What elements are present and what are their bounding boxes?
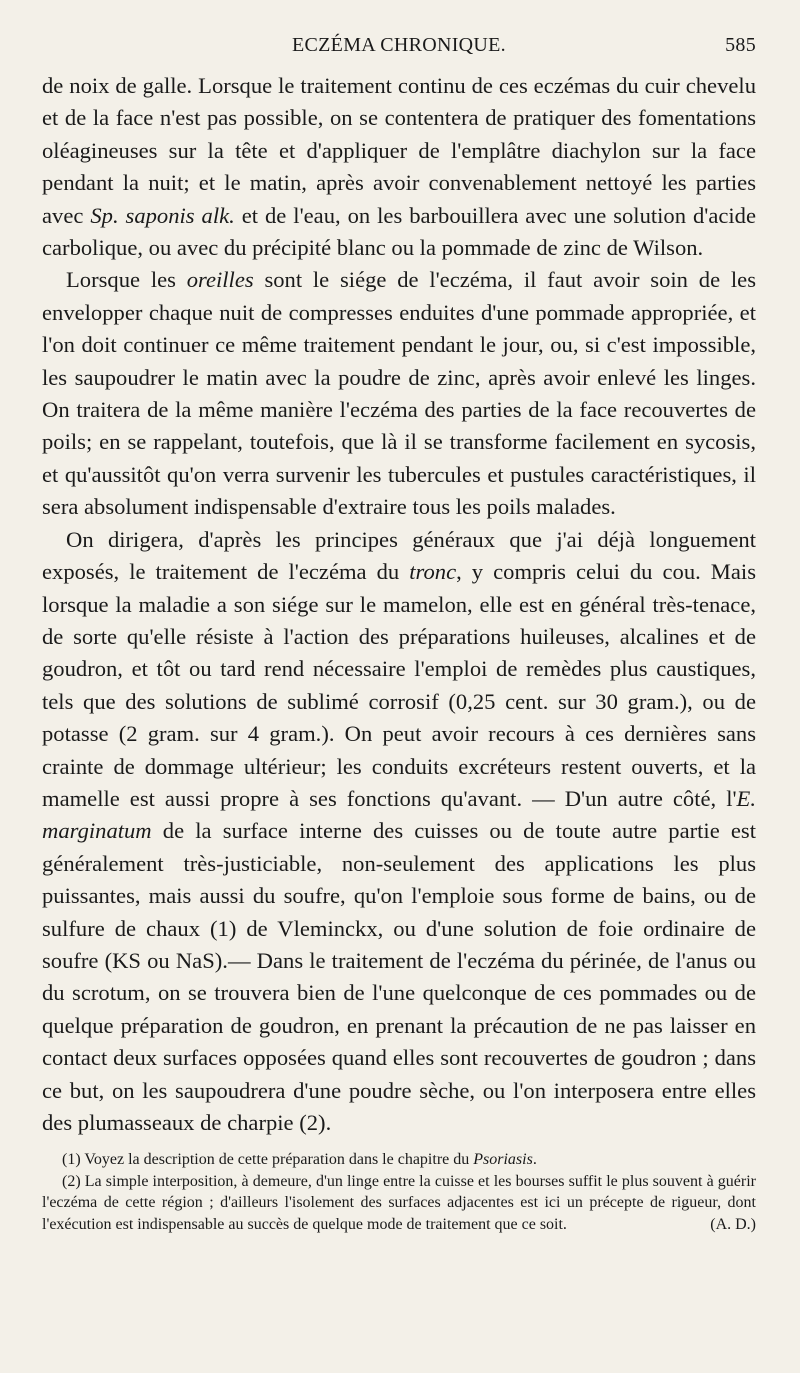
paragraph-trunk-text: On dirigera, d'après les principes généraux que j'ai déjà longuement exposés, le traitement de l'eczéma du <box>42 526 756 585</box>
paragraph-trunk <box>42 524 756 1140</box>
page-number: 585 <box>725 34 756 56</box>
running-title: ECZÉMA CHRONIQUE. <box>292 34 506 56</box>
body-text <box>42 70 756 1139</box>
tronc-term: tronc <box>409 559 457 585</box>
paragraph-scalp-face-text: de noix de galle. Lorsque le traitement continu de ces eczémas du cuir chevelu et de la face n'est pas possible, on se contentera de pratiquer des fomentations oléagineuses sur la tête et d'appliquer de l'emplâtre diachylon sur la face pendant la nuit; et le matin, après avoir convenablement nettoyé les parties avec <box>42 73 756 228</box>
paragraph-trunk-text-end: de la surface interne des cuisses ou de toute autre partie est généralement très-justiciable, non-seulement des applications les plus puissantes, mais aussi du soufre, qu'on l'emploie sous forme de bains, ou de sulfure de chaux (1) de Vleminckx, ou d'une solution de foie ordinaire de soufre (KS ou NaS).— Dans le traitement de l'eczéma du périnée, de l'anus ou du scrotum, on se trouvera bien de l'une quelconque de ces pommades ou de quelque préparation de goudron, en prenant la précaution de ne pas laisser en contact deux surfaces opposées quand elles sont recouvertes de goudron ; dans ce but, on les saupoudrera d'une poudre sèche, ou l'on interposera entre elles des plumasseaux de charpie (2). <box>42 818 756 1135</box>
paragraph-trunk-text-mid: , y compris celui du cou. Mais lorsque la maladie a son siége sur le mamelon, elle est en général très-tenace, de sorte qu'elle résiste à l'action des préparations huileuses, alcalines et de goudron, et tôt ou tard rend nécessaire l'emploi de remèdes plus caustiques, tels que des solutions de sublimé corrosif (0,25 cent. sur 30 gram.), ou de potasse (2 gram. sur 4 gram.). On peut avoir recours à ces dernières sans crainte de dommage ultérieur; les conduits excréteurs restent ouverts, et la mamelle est aussi propre à ses fonctions qu'avant. — D'un autre côté, l' <box>42 559 756 811</box>
footnote-1-end: . <box>532 1151 537 1169</box>
paragraph-ears-text-end: sont le siége de l'eczéma, il faut avoir soin de les envelopper chaque nuit de compresses enduites d'une pommade appropriée, et l'on doit continuer ce même traitement pendant le jour, ou, si c'est impossible, les saupoudrer le matin avec la poudre de zinc, après avoir enlevé les linges. On traitera de la même manière l'eczéma des parties de la face recouvertes de poils; en se rappelant, toutefois, que là il se transforme facilement en sycosis, et qu'aussitôt qu'on verra survenir les tubercules et pustules caractéristiques, il sera absolument indispensable d'extraire tous les poils malades. <box>42 267 756 520</box>
running-head <box>42 30 756 70</box>
sp-saponis-term: Sp. saponis alk. <box>90 202 235 228</box>
paragraph-ears <box>42 264 756 523</box>
paragraph-scalp-face-text-end: et de l'eau, on les barbouillera avec une solution d'acide carbolique, ou avec du précipité blanc ou la pommade de zinc de Wilson. <box>42 202 756 261</box>
e-marginatum-term: E. marginatum <box>42 785 756 844</box>
footnote-1 <box>42 1149 756 1170</box>
psoriasis-term: Psoriasis <box>473 1151 533 1169</box>
paragraph-scalp-face <box>42 70 756 264</box>
paragraph-ears-text: Lorsque les <box>66 267 187 293</box>
footnote-2 <box>42 1171 756 1235</box>
oreilles-term: oreilles <box>186 267 254 293</box>
footnotes <box>42 1149 756 1235</box>
footnote-1-text: (1) Voyez la description de cette préparation dans le chapitre du <box>62 1151 474 1169</box>
footnote-2-text: (2) La simple interposition, à demeure, d'un linge entre la cuisse et les bourses suffit le plus souvent à guérir l'eczéma de cette région ; d'ailleurs l'isolement des surfaces adjacentes est ici un précepte de rigueur, dont l'exécution est indispensable au succès de quelque mode de traitement que ce soit. <box>42 1172 756 1233</box>
footnote-signature: (A. D.) <box>710 1215 756 1233</box>
